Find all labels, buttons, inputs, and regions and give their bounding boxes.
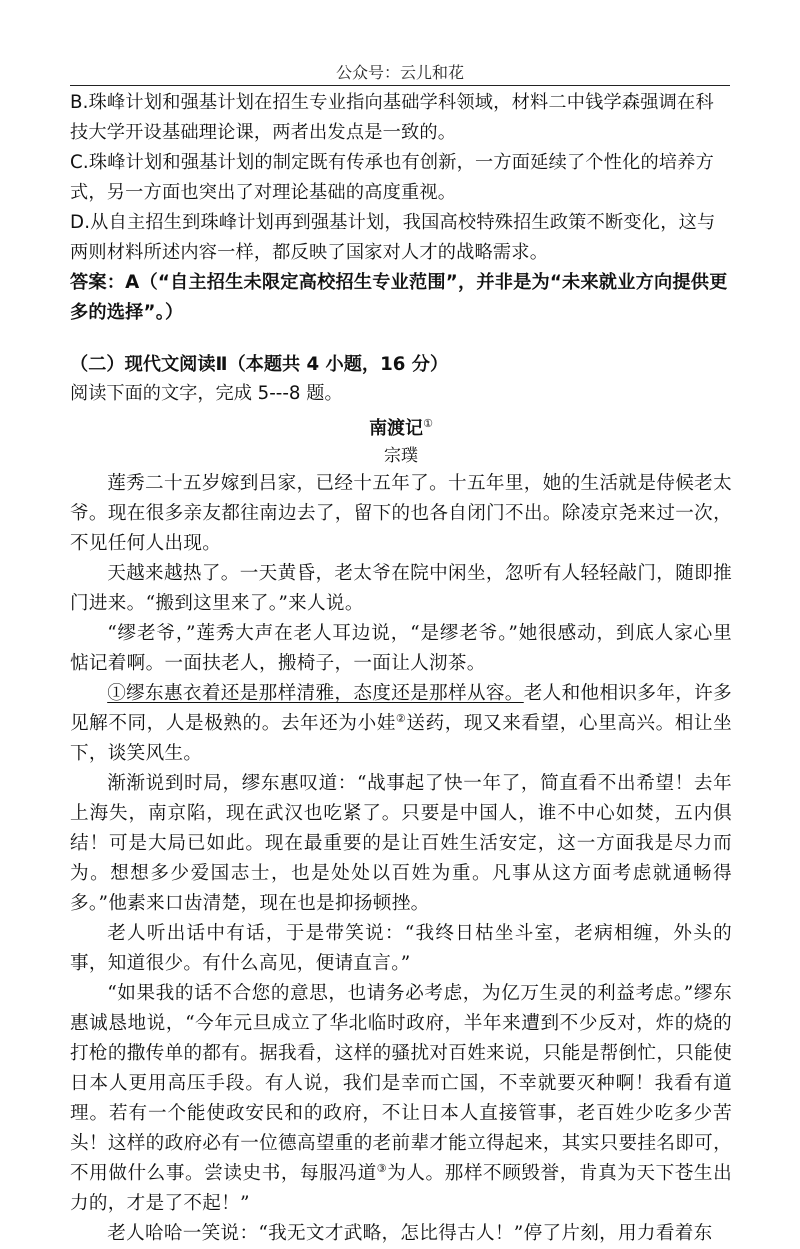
paragraph-4-text-b: 送药，现又来看望，心里高兴。相让坐下，谈笑风生。 xyxy=(70,713,732,764)
option-c: C.珠峰计划和强基计划的制定既有传承也有创新，一方面延续了个性化的培养方式，另一方面也突出了对理论基础的高度重视。 xyxy=(70,152,715,203)
paragraph-1: 莲秀二十五岁嫁到吕家，已经十五年了。十五年里，她的生活就是侍候老太爷。现在很多亲友都往南边去了，留下的也各自闭门不出。除凌京尧来过一次，不见任何人出现。 xyxy=(70,473,732,554)
section-instruction: 阅读下面的文字，完成 5---8 题。 xyxy=(70,383,343,404)
footnote-marker-2: ② xyxy=(395,711,407,725)
spacer xyxy=(70,328,732,350)
option-b: B.珠峰计划和强基计划在招生专业指向基础学科领域，材料二中钱学森强调在科技大学开设基础理论课，两者出发点是一致的。 xyxy=(70,92,714,143)
article-title-text: 南渡记 xyxy=(369,418,424,439)
paragraph-2: 天越来越热了。一天黄昏，老太爷在院中闲坐，忽听有人轻轻敲门，随即推门进来。“搬到这里来了。”来人说。 xyxy=(70,563,732,614)
paragraph-4-text-a: 老人和他相识多年，许多见解不同，人是极熟的。去年还为小娃 xyxy=(70,683,732,734)
paragraph-4 xyxy=(70,679,732,769)
page-header: 公众号：云儿和花 xyxy=(335,65,464,82)
header-rule xyxy=(70,85,730,86)
footnote-marker-3: ③ xyxy=(376,1161,388,1175)
page-content xyxy=(70,88,732,1249)
paragraph-7 xyxy=(70,979,732,1219)
option-d: D.从自主招生到珠峰计划再到强基计划，我国高校特殊招生政策不断变化，这与两则材料所述内容一样，都反映了国家对人才的战略需求。 xyxy=(70,212,716,263)
paragraph-5: 渐渐说到时局，缪东惠叹道：“战事起了快一年了，简直看不出希望！去年上海失，南京陷，现在武汉也吃紧了。只要是中国人，谁不中心如焚，五内俱结！可是大局已如此。现在最重要的是让百姓生活安定，这一方面我是尽力而为。想想多少爱国志士，也是处处以百姓为重。凡事从这方面考虑就通畅得多。”他素来口齿清楚，现在也是抑扬顿挫。 xyxy=(70,773,732,914)
answer-text: 答案：A（“自主招生未限定高校招生专业范围”，并非是为“未来就业方向提供更多的选择”。） xyxy=(70,272,728,323)
paragraph-6: 老人听出话中有话，于是带笑说：“我终日枯坐斗室，老病相缠，外头的事，知道很少。有什么高见，便请直言。” xyxy=(70,923,732,974)
article-author: 宗璞 xyxy=(384,446,418,466)
paragraph-7-text-a: “如果我的话不合您的意思，也请务必考虑，为亿万生灵的利益考虑。”缪东惠诚恳地说，“今年元旦成立了华北临时政府，半年来遭到不少反对，炸的烧的打枪的撒传单的都有。据我看，这样的骚扰对百姓来说，只能是帮倒忙，只能使日本人更用高压手段。有人说，我们是幸而亡国，不幸就要灭种啊！我看有道理。若有一个能使政安民和的政府，不让日本人直接管事，老百姓少吃多少苦头！这样的政府必有一位德高望重的老前辈才能立得起来，其实只要挂名即可，不用做什么事。尝读史书，每服冯道 xyxy=(70,983,732,1184)
section-title: （二）现代文阅读Ⅱ（本题共 4 小题，16 分） xyxy=(70,354,449,375)
underlined-sentence: ①缪东惠衣着还是那样清雅，态度还是那样从容。 xyxy=(107,683,524,704)
paragraph-8: 老人哈哈一笑说：“我无文才武略，怎比得古人！”停了片刻，用力看着东 xyxy=(107,1223,713,1244)
paragraph-3: “缪老爷，”莲秀大声在老人耳边说，“是缪老爷。”她很感动，到底人家心里惦记着啊。一面扶老人，搬椅子，一面让人沏茶。 xyxy=(70,623,732,674)
article-title xyxy=(70,410,732,443)
paragraph-7-text-b: 为人。那样不顾毁誉，肯真为天下苍生出力的，才是了不起！” xyxy=(70,1163,732,1214)
title-footnote-marker: ① xyxy=(423,417,433,430)
